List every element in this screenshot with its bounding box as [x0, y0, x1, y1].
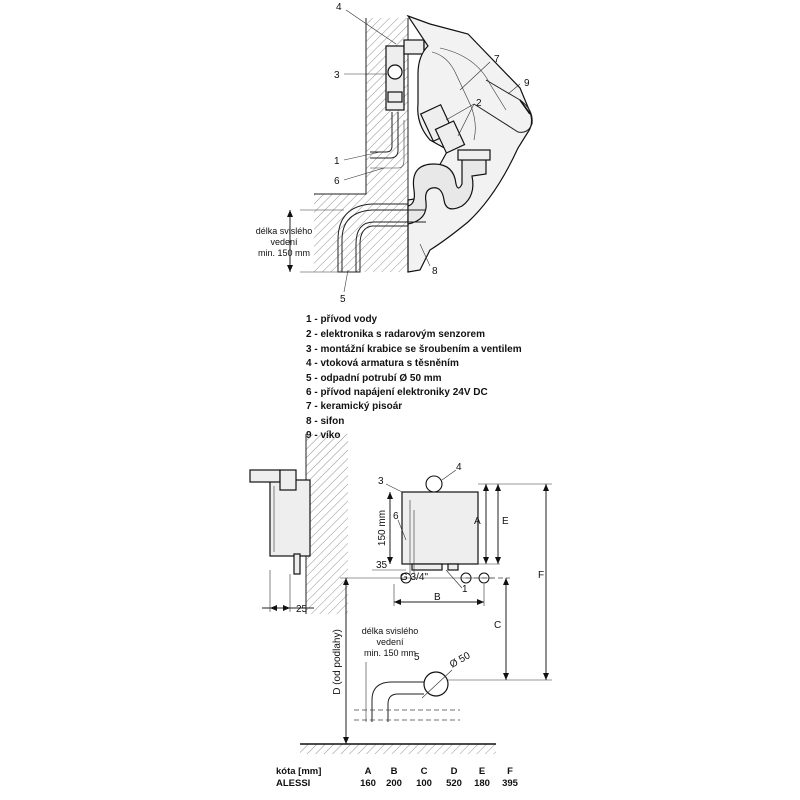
table-val-b: 200 — [386, 778, 402, 789]
callout-4-bottom: 4 — [456, 462, 462, 473]
thread-size: G 3/4" — [400, 572, 429, 583]
side-mounting-box — [270, 480, 310, 556]
legend-item-2: 2 - elektronika s radarovým senzorem — [306, 329, 485, 340]
legend-item-4: 4 - vtoková armatura s těsněním — [306, 358, 459, 369]
table-col-d: D — [450, 766, 458, 777]
callout-3-bottom: 3 — [378, 476, 384, 487]
table-val-a: 160 — [360, 778, 376, 789]
top-length-note-line2: vedení — [270, 237, 298, 247]
valve — [388, 65, 402, 79]
top-length-note-line1: délka svislého — [255, 226, 313, 236]
callout-1-top: 1 — [334, 156, 340, 167]
callout-8-top: 8 — [432, 266, 438, 277]
top-length-note-line3: min. 150 mm — [257, 248, 311, 258]
legend-item-1: 1 - přívod vody — [306, 314, 378, 325]
table-val-e: 180 — [474, 778, 490, 789]
table-col-a: A — [364, 766, 372, 777]
table-val-c: 100 — [416, 778, 432, 789]
table-header-label: kóta [mm] — [276, 766, 322, 777]
legend — [306, 314, 522, 441]
inlet-fitting — [404, 40, 424, 54]
table-col-f: F — [507, 766, 513, 777]
table-val-f: 395 — [502, 778, 518, 789]
dimension-table — [276, 766, 519, 789]
callout-4-top: 4 — [336, 2, 342, 13]
callout-5-top: 5 — [340, 294, 346, 305]
legend-item-5: 5 - odpadní potrubí Ø 50 mm — [306, 373, 442, 384]
table-model: ALESSI — [276, 778, 311, 789]
legend-item-3: 3 - montážní krabice se šroubením a ventilem — [306, 344, 522, 355]
table-val-d: 520 — [446, 778, 462, 789]
bottom-length-note-line1: délka svislého — [361, 626, 419, 636]
side-wall-hatch — [306, 434, 348, 614]
section-view — [256, 2, 533, 305]
callout-5-bottom: 5 — [414, 652, 420, 663]
dim-c: C — [494, 620, 502, 631]
inlet-circle — [426, 476, 442, 492]
legend-item-8: 8 - sifon — [306, 416, 345, 427]
dim-e: E — [502, 516, 509, 527]
dim-b: B — [434, 592, 441, 603]
side-view — [250, 434, 348, 615]
legend-item-7: 7 - keramický pisoár — [306, 401, 403, 412]
dia-50: Ø 50 — [448, 650, 473, 671]
bottom-length-note-line3: min. 150 mm — [363, 648, 417, 658]
dim-150mm: 150 mm — [377, 509, 388, 547]
bottom-drain-pipe — [372, 682, 424, 722]
callout-3-top: 3 — [334, 70, 340, 81]
callout-1-bottom: 1 — [462, 584, 468, 595]
bottom-length-note-line2: vedení — [376, 637, 404, 647]
legend-item-6: 6 - přívod napájení elektroniky 24V DC — [306, 387, 488, 398]
callout-6-top: 6 — [334, 176, 340, 187]
callout-7-top: 7 — [494, 54, 500, 65]
floor-hatch — [300, 744, 496, 754]
callout-6-bottom: 6 — [393, 511, 399, 522]
table-col-c: C — [420, 766, 428, 777]
ceramic-urinal — [408, 16, 532, 272]
dim-25: 25 — [296, 604, 308, 615]
table-col-b: B — [390, 766, 398, 777]
dim-f: F — [538, 570, 545, 581]
front-mounting-box — [402, 492, 478, 564]
callout-9-top: 9 — [524, 78, 530, 89]
dim-d: D (od podlahy) — [332, 629, 343, 695]
dim-35: 35 — [376, 560, 388, 571]
table-col-e: E — [478, 766, 486, 777]
dim-a: A — [474, 516, 481, 527]
callout-2-top: 2 — [476, 98, 482, 109]
